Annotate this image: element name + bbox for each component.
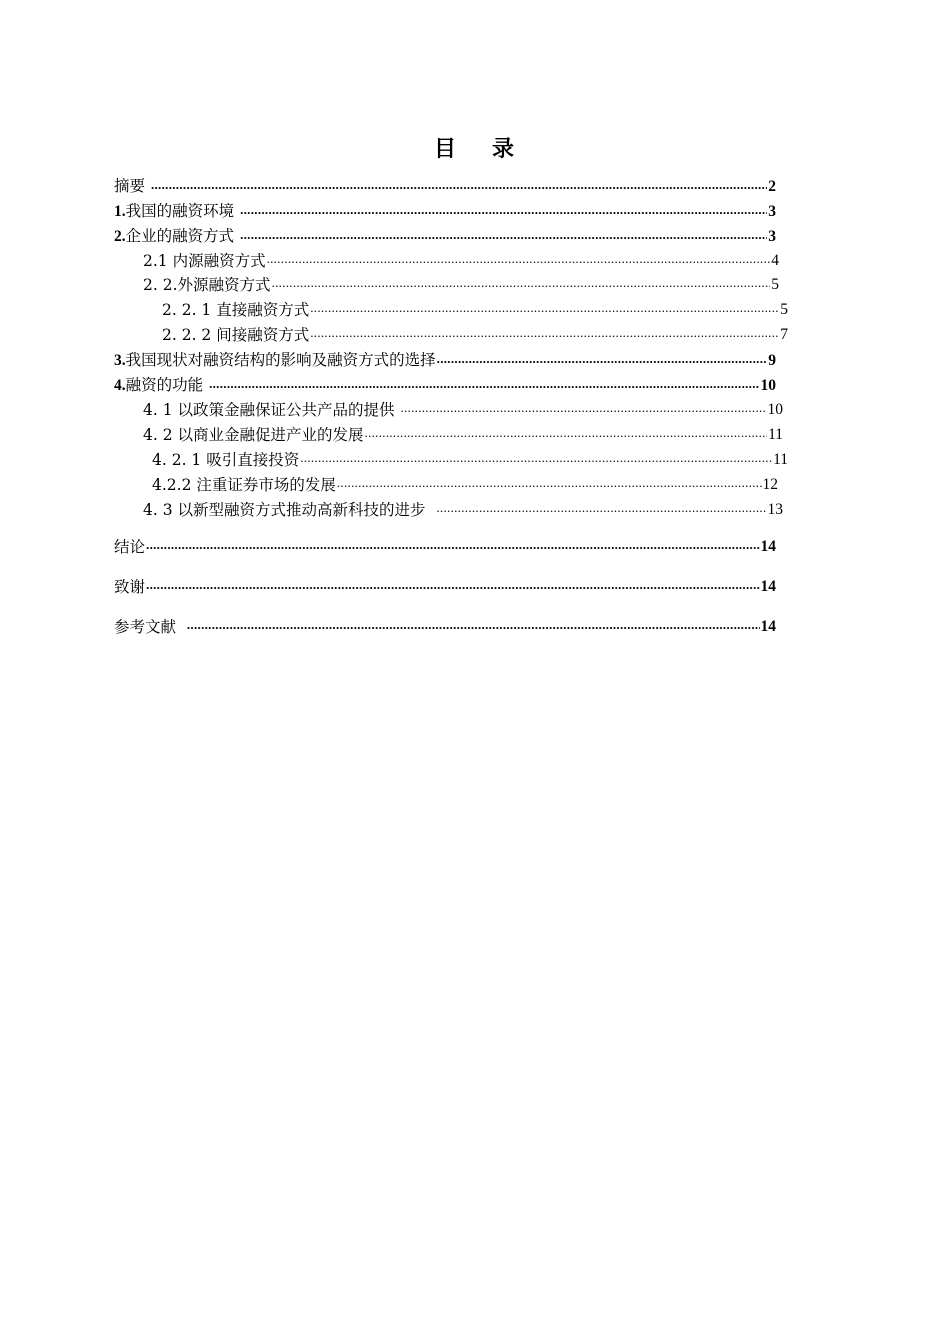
toc-entry-acknowledgements[interactable] — [114, 577, 776, 597]
toc-leader-dots — [267, 251, 771, 271]
toc-entry-label: 4. 2 以商业金融促进产业的发展 — [143, 426, 364, 444]
toc-entry-abstract[interactable] — [114, 176, 776, 197]
toc-leader-dots — [187, 617, 760, 637]
toc-entry-1[interactable] — [114, 201, 776, 222]
toc-leader-dots — [300, 450, 772, 470]
toc-entry-4[interactable] — [114, 375, 776, 396]
toc-entry-page: 5 — [771, 276, 779, 293]
toc-entry-label: 参考文献 — [114, 618, 177, 636]
toc-leader-dots — [146, 577, 759, 597]
toc-entry-2[interactable] — [114, 226, 776, 247]
toc-leader-dots — [437, 351, 768, 371]
toc-entry-label: 结论 — [114, 538, 146, 556]
toc-title — [0, 132, 950, 163]
toc-leader-dots — [400, 400, 766, 420]
toc-entry-page: 10 — [767, 401, 783, 418]
toc-entry-label: 4.2.2 注重证券市场的发展 — [152, 476, 336, 494]
toc-entry-page: 11 — [768, 426, 783, 443]
toc-entry-page: 14 — [760, 538, 776, 555]
toc-entry-label: 1.我国的融资环境 — [114, 202, 235, 220]
toc-entry-page: 14 — [760, 578, 776, 595]
toc-leader-dots — [310, 325, 779, 345]
toc-entry-references[interactable] — [114, 617, 776, 637]
toc-entry-4-2[interactable] — [143, 425, 783, 445]
toc-entry-4-3[interactable] — [143, 500, 783, 520]
toc-entry-page: 11 — [773, 451, 788, 468]
toc-entry-label: 2.1 内源融资方式 — [143, 252, 266, 270]
toc-entry-label: 2. 2. 2 间接融资方式 — [162, 326, 310, 344]
toc-entry-label: 4. 1 以政策金融保证公共产品的提供 — [143, 401, 395, 419]
toc-entry-4-1[interactable] — [143, 400, 783, 420]
toc-entry-label: 4. 2. 1 吸引直接投资 — [152, 451, 300, 469]
toc-entry-4-2-2[interactable] — [152, 475, 778, 495]
toc-leader-dots — [272, 275, 771, 295]
toc-entry-2-2[interactable] — [143, 275, 779, 295]
toc-entry-page: 5 — [780, 301, 788, 318]
toc-entry-page: 12 — [762, 476, 778, 493]
toc-entry-label: 2. 2.外源融资方式 — [143, 276, 271, 294]
toc-leader-dots — [365, 425, 768, 445]
toc-leader-dots — [240, 227, 767, 247]
toc-entry-page: 13 — [767, 501, 783, 518]
toc-entry-page: 3 — [768, 203, 776, 220]
toc-entry-conclusion[interactable] — [114, 537, 776, 557]
toc-entry-page: 3 — [768, 228, 776, 245]
toc-entry-label: 3.我国现状对融资结构的影响及融资方式的选择 — [114, 351, 436, 369]
toc-entry-page: 9 — [768, 352, 776, 369]
toc-entry-page: 10 — [760, 377, 776, 394]
toc-entry-label: 2.企业的融资方式 — [114, 227, 235, 245]
toc-entry-label: 4.融资的功能 — [114, 376, 204, 394]
toc-leader-dots — [337, 475, 762, 495]
toc-leader-dots — [436, 500, 766, 520]
toc-entry-page: 14 — [760, 618, 776, 635]
toc-title-left: 目 — [433, 136, 458, 162]
toc-entry-label: 致谢 — [114, 578, 146, 596]
toc-leader-dots — [310, 300, 779, 320]
toc-entry-page: 7 — [780, 326, 788, 343]
toc-entry-2-2-2[interactable] — [162, 325, 788, 345]
toc-entry-2-1[interactable] — [143, 251, 779, 271]
toc-leader-dots — [146, 537, 759, 557]
toc-entry-3[interactable] — [114, 350, 776, 371]
toc-leader-dots — [151, 177, 767, 197]
toc-entry-label: 摘要 — [114, 177, 146, 195]
toc-entry-page: 4 — [771, 252, 779, 269]
toc-entry-label: 2. 2. 1 直接融资方式 — [162, 301, 310, 319]
toc-title-right: 录 — [492, 136, 517, 162]
toc-entry-page: 2 — [768, 178, 776, 195]
toc-leader-dots — [240, 202, 767, 222]
toc-leader-dots — [209, 376, 759, 396]
toc-entry-2-2-1[interactable] — [162, 300, 788, 320]
toc-entry-label: 4. 3 以新型融资方式推动高新科技的进步 — [143, 501, 426, 519]
toc-entry-4-2-1[interactable] — [152, 450, 788, 470]
